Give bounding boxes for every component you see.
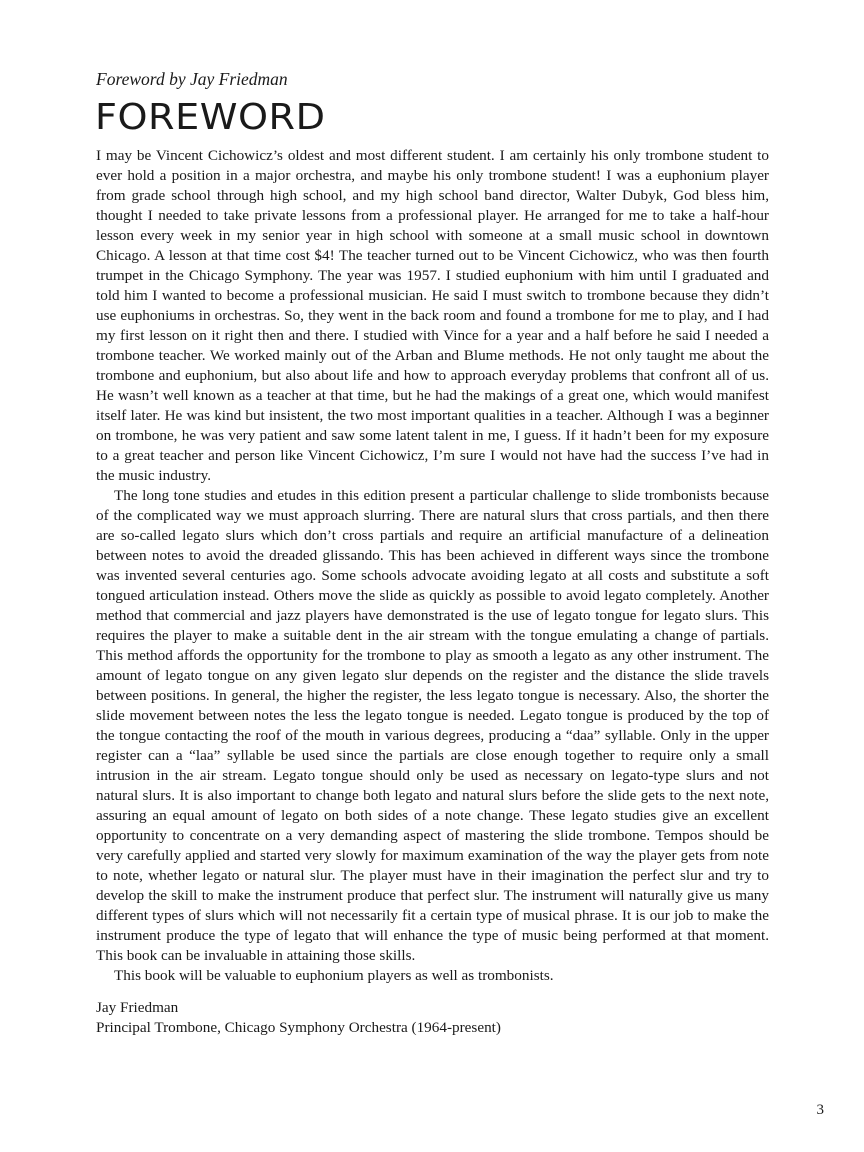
page-number: 3 <box>816 1102 824 1118</box>
foreword-body <box>96 146 769 986</box>
paragraph-1: I may be Vincent Cichowicz’s oldest and most different student. I am certainly his only trombone student to ever hold a position in a major orchestra, and maybe his only trombone student! I was a euphonium player from grade school through high school, and my high school band director, Walter Dubyk, God bless him, thought I needed to take private lessons from a professional player. He arranged for me to take a half-hour lesson every week in my senior year in high school with someone at a small music school in downtown Chicago. A lesson at that time cost $4! The teacher turned out to be Vincent Cichowicz, who was then fourth trumpet in the Chicago Symphony. The year was 1957. I studied euphonium with him until I graduated and told him I wanted to become a professional musician. He said I must switch to trombone because they didn’t use euphoniums in orchestras. So, they went in the back room and found a trombone for me to play, and I had my first lesson on it right then and there. I studied with Vince for a year and a half before he said I needed a trombone teacher. We worked mainly out of the Arban and Blume methods. He not only taught me about the trombone and euphonium, but also about life and how to approach everyday problems that confront all of us. He wasn’t well known as a teacher at that time, but he had the makings of a great one, which would manifest itself later. He was kind but insistent, the two most important qualities in a teacher. Although I was a beginner on trombone, he was very patient and saw some latent talent in me, I guess. If it hadn’t been for my exposure to a great teacher and person like Vincent Cichowicz, I’m sure I would not have had the success I’ve had in the music industry. <box>96 147 769 484</box>
byline: Foreword by Jay Friedman <box>96 69 288 89</box>
paragraph-3: This book will be valuable to euphonium players as well as trombonists. <box>114 967 554 984</box>
signature-name: Jay Friedman <box>96 999 179 1016</box>
page-title: FOREWORD <box>95 97 326 138</box>
foreword-page <box>96 66 769 1038</box>
signature-block <box>96 998 769 1038</box>
paragraph-2: The long tone studies and etudes in this edition present a particular challenge to slide trombonists because of the complicated way we must approach slurring. There are natural slurs that cross partials, and then there are so-called legato slurs which don’t cross partials and require an artificial manufacture of a delineation between notes to avoid the dreaded glissando. This has been achieved in different ways since the trombone was invented several centuries ago. Some schools advocate avoiding legato at all costs and substitute a soft tongued articulation instead. Others move the slide as quickly as possible to avoid legato completely. Another method that commercial and jazz players have demonstrated is the use of legato tongue for legato slurs. This requires the player to make a suitable dent in the air stream with the tongue emulating a change of partials. This method affords the opportunity for the trombone to play as smooth a legato as any other instrument. The amount of legato tongue on any given legato slur depends on the register and the distance the slide travels between positions. In general, the higher the register, the less legato tongue is necessary. Also, the shorter the slide movement between notes the less the legato tongue is needed. Legato tongue is produced by the top of the tongue contacting the roof of the mouth in various degrees, producing a “daa” syllable. Only in the upper register can a “laa” syllable be used since the partials are close enough together to require only a small intrusion in the air stream. Legato tongue should only be used as necessary on legato-type slurs and not natural slurs. It is also important to change both legato and natural slurs before the slide gets to the next note, assuring an equal amount of legato on both sides of a note change. These legato studies give an excellent opportunity to concentrate on a very demanding aspect of mastering the slide trombone. Tempos should be very carefully applied and started very slowly for maximum examination of the way the player gets from note to note, whether legato or natural slur. The player must have in their imagination the perfect slur and try to develop the skill to make the instrument produce that perfect slur. The instrument will naturally give us many different types of slurs which will not necessarily fit a certain type of musical phrase. It is our job to make the instrument produce the type of legato that will enhance the type of music being performed at that moment. This book can be invaluable in attaining those skills. <box>96 487 769 964</box>
signature-position: Principal Trombone, Chicago Symphony Orchestra (1964-present) <box>96 1019 501 1036</box>
